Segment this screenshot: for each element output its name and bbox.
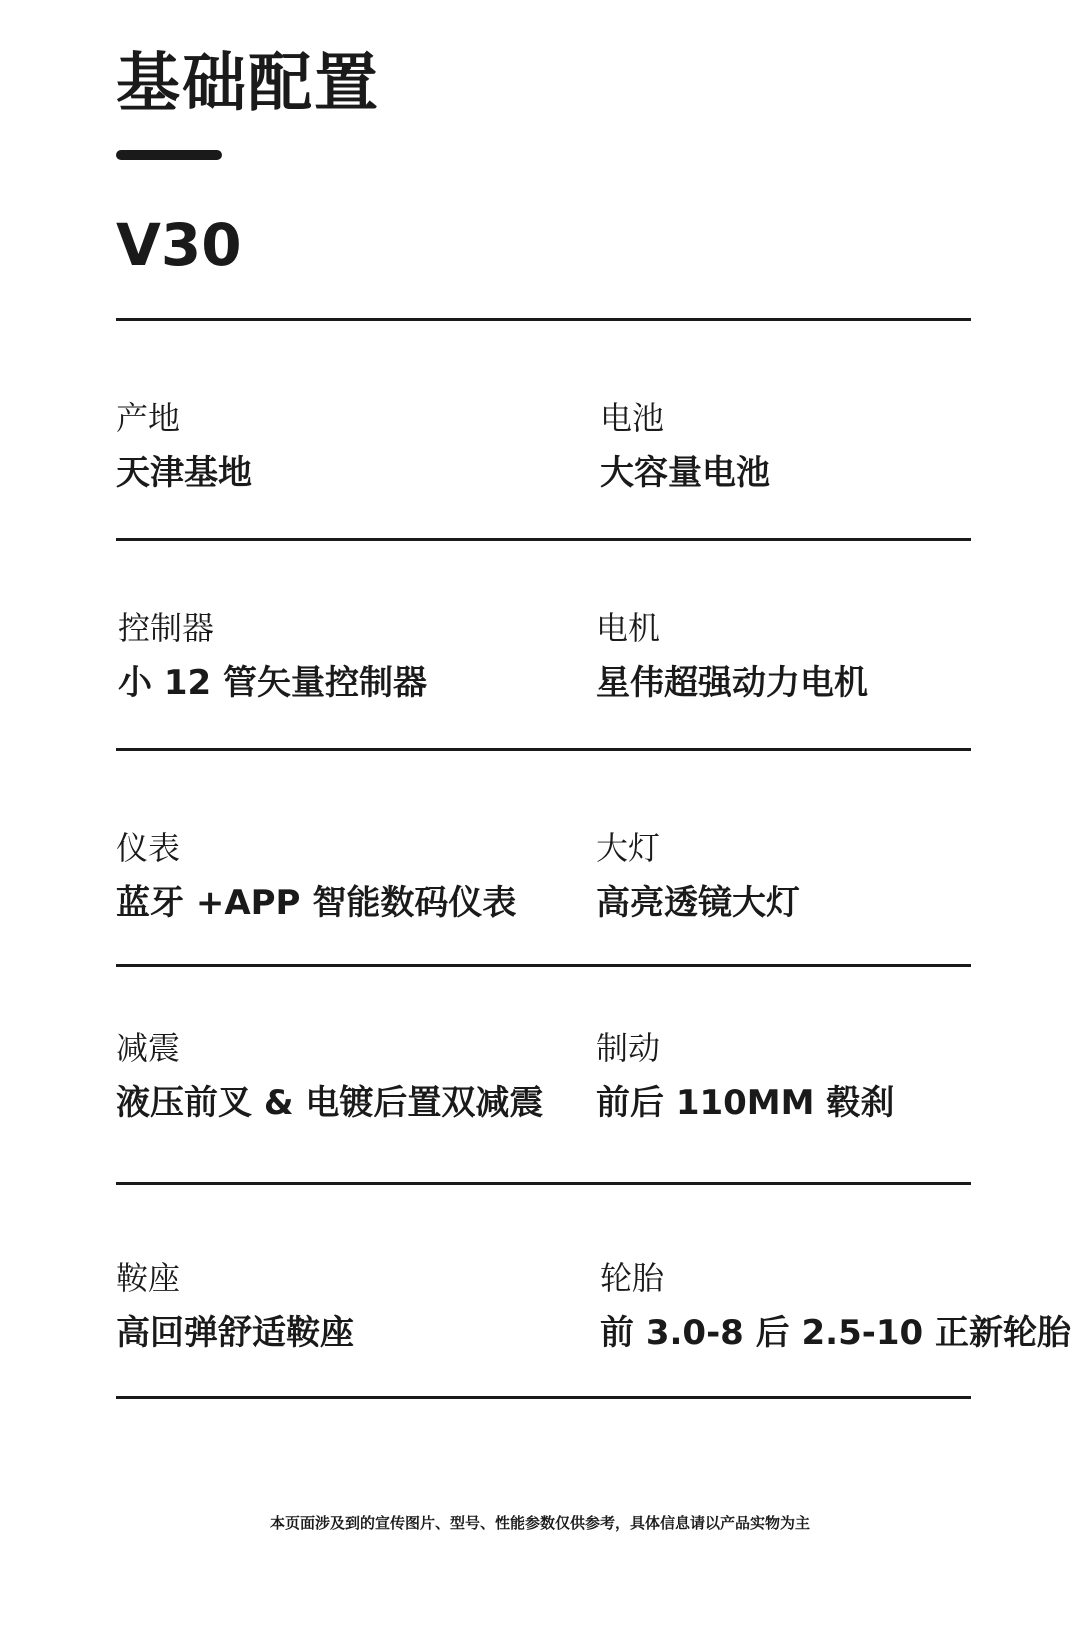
spec-label: 制动	[596, 1029, 661, 1067]
page-title: 基础配置	[116, 47, 380, 121]
spec-value: 液压前叉 & 电镀后置双减震	[116, 1083, 544, 1123]
spec-origin	[116, 399, 536, 493]
spec-value: 高亮透镜大灯	[596, 883, 800, 923]
spec-motor	[596, 609, 1016, 703]
spec-value: 前 3.0-8 后 2.5-10 正新轮胎	[600, 1313, 1072, 1353]
spec-value: 前后 110MM 毂刹	[596, 1083, 895, 1123]
spec-label: 大灯	[596, 829, 661, 867]
spec-value: 星伟超强动力电机	[596, 663, 868, 703]
disclaimer-text: 本页面涉及到的宣传图片、型号、性能参数仅供参考，具体信息请以产品实物为主	[269, 1514, 810, 1532]
spec-brake	[596, 1029, 1016, 1123]
spec-label: 鞍座	[116, 1259, 181, 1297]
spec-dashboard	[116, 829, 536, 923]
spec-label: 电机	[596, 609, 661, 647]
spec-label: 仪表	[116, 829, 181, 867]
divider	[116, 964, 971, 967]
spec-label: 电池	[600, 399, 665, 437]
divider	[116, 318, 971, 321]
divider	[116, 538, 971, 541]
spec-value: 高回弹舒适鞍座	[116, 1313, 354, 1353]
spec-saddle	[116, 1259, 536, 1353]
spec-label: 减震	[116, 1029, 181, 1067]
spec-tire	[600, 1259, 1072, 1353]
spec-label: 产地	[116, 399, 181, 437]
spec-value: 天津基地	[116, 453, 252, 493]
title-underline	[116, 150, 222, 160]
spec-value: 小 12 管矢量控制器	[118, 663, 427, 703]
model-name: V30	[116, 211, 242, 279]
spec-controller	[118, 609, 538, 703]
spec-headlight	[596, 829, 1016, 923]
spec-suspension	[116, 1029, 544, 1123]
divider	[116, 748, 971, 751]
spec-value: 蓝牙 +APP 智能数码仪表	[116, 883, 517, 923]
divider	[116, 1182, 971, 1185]
divider	[116, 1396, 971, 1399]
spec-battery	[600, 399, 1020, 493]
spec-label: 轮胎	[600, 1259, 665, 1297]
spec-value: 大容量电池	[600, 453, 770, 493]
spec-label: 控制器	[118, 609, 215, 647]
